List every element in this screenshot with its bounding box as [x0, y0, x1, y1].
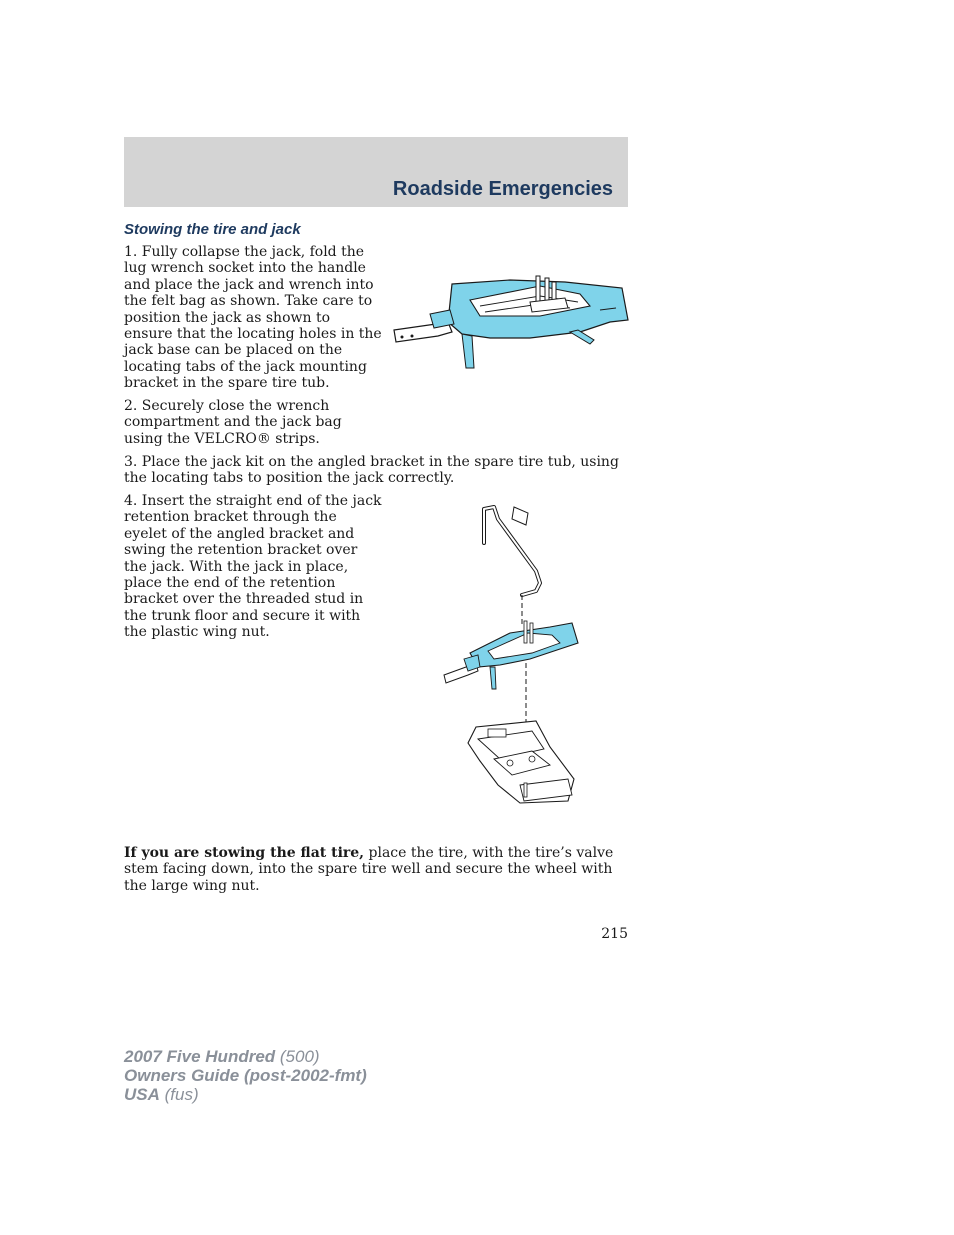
- step-1-text: 1. Fully collapse the jack, fold the lug wrench socket into the handle and place the jack and wrench into the felt bag as shown. Take care to position the jack as shown to ensure that the locating holes in the jack base can be placed on the locating tabs of the jack mounting bracket in the spare tire tub.: [124, 244, 382, 392]
- jack-in-bag-illustration: [390, 272, 630, 372]
- flat-tire-text: place the tire, with the tire’s valve stem facing down, into the spare tire well and secure the wheel with the large wing nut.: [124, 845, 614, 894]
- footer-line-1: 2007 Five Hundred (500): [124, 1047, 320, 1066]
- section-title: Roadside Emergencies: [392, 178, 613, 200]
- step-2-text: 2. Securely close the wrench compartment and the jack bag using the VELCRO® strips.: [124, 398, 342, 447]
- flat-tire-paragraph: [124, 845, 628, 894]
- footer-line-2: Owners Guide (post-2002-fmt): [124, 1066, 367, 1085]
- subsection-heading: Stowing the tire and jack: [124, 221, 301, 238]
- step-4-text: 4. Insert the straight end of the jack retention bracket through the eyelet of the angled bracket and swing the retention bracket over the jack. With the jack in place, place the end of the retention bracket over the threaded stud in the trunk floor and secure it with the plastic wing nut.: [124, 493, 382, 641]
- page-number: 215: [601, 926, 628, 942]
- jack-retention-assembly-illustration: [440, 503, 590, 805]
- step-3-text: 3. Place the jack kit on the angled bracket in the spare tire tub, using the locating tabs to position the jack correctly.: [124, 454, 619, 487]
- section-header-bar: [124, 137, 628, 207]
- flat-tire-lead: If you are stowing the flat tire,: [124, 845, 365, 861]
- document-footer: [124, 1047, 367, 1104]
- footer-line-3: USA (fus): [124, 1085, 199, 1104]
